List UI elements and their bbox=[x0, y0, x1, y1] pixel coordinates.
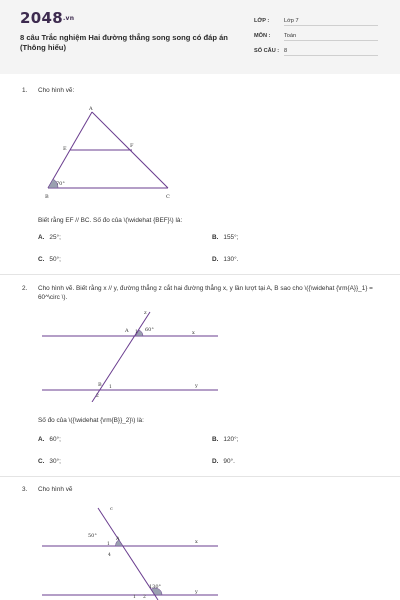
option-text: 90°. bbox=[223, 458, 235, 465]
document-header bbox=[0, 0, 400, 74]
logo-text: 2048 bbox=[20, 9, 63, 27]
option-letter: B. bbox=[212, 436, 219, 443]
question-text: Cho hình vẽ bbox=[38, 486, 73, 493]
point-a-label: A bbox=[125, 328, 129, 334]
separator bbox=[0, 274, 400, 275]
option-text: 25°; bbox=[49, 234, 61, 241]
question-prompt: Biết rằng EF // BC. Số đo của \(\widehat {BEF}\) là: bbox=[38, 217, 183, 224]
parallel-lines-figure bbox=[40, 306, 220, 402]
question-prompt: Số đo của \({\widehat {\rm{B}}_2}\) là: bbox=[38, 417, 144, 424]
option-text: 130°. bbox=[223, 256, 239, 263]
line-x-label: x bbox=[195, 539, 198, 545]
option-a[interactable] bbox=[38, 234, 61, 241]
angle-130-label: 130° bbox=[149, 584, 162, 590]
question-text: Cho hình vẽ: bbox=[38, 87, 75, 94]
meta-value: Lớp 7 bbox=[284, 18, 378, 26]
option-text: 60°; bbox=[49, 436, 61, 443]
meta-key: LỚP : bbox=[254, 18, 270, 24]
vertex-a-label: A bbox=[89, 106, 93, 112]
line-z-label: z bbox=[144, 310, 147, 316]
line-x-label: x bbox=[192, 330, 195, 336]
angle-2-b-label: 2 bbox=[96, 394, 99, 399]
question-text: Cho hình vẽ. Biết rằng x // y, đường thẳng z cắt hai đường thẳng x, y lần lượt tại A, B sao cho \({\widehat {\rm{A}}_1} = 60^\circ \). bbox=[38, 285, 373, 301]
option-letter: C. bbox=[38, 256, 45, 263]
vertex-e-label: E bbox=[63, 146, 67, 152]
transversal-figure bbox=[40, 502, 220, 600]
option-d[interactable] bbox=[212, 458, 235, 465]
meta-value: Toán bbox=[284, 33, 378, 41]
vertex-b-label: B bbox=[45, 194, 49, 200]
meta-key: SỐ CÂU : bbox=[254, 48, 280, 54]
option-letter: D. bbox=[212, 458, 219, 465]
option-text: 155°; bbox=[223, 234, 239, 241]
option-c[interactable] bbox=[38, 458, 61, 465]
vertex-f-label: F bbox=[130, 143, 134, 149]
option-letter: D. bbox=[212, 256, 219, 263]
vertex-c-label: C bbox=[166, 194, 170, 200]
option-b[interactable] bbox=[212, 436, 238, 443]
option-text: 30°; bbox=[49, 458, 61, 465]
line-y-label: y bbox=[195, 589, 198, 595]
angle-4-label: 4 bbox=[108, 553, 111, 558]
option-c[interactable] bbox=[38, 256, 61, 263]
line-c-label: c bbox=[110, 506, 113, 512]
angle-1-a-label: 1 bbox=[107, 542, 110, 547]
triangle-figure bbox=[40, 100, 180, 205]
option-text: 120°; bbox=[223, 436, 239, 443]
separator bbox=[0, 476, 400, 477]
angle-label: 70° bbox=[56, 181, 65, 187]
point-a-label: A bbox=[116, 536, 120, 542]
document-title: 8 câu Trắc nghiệm Hai đường thẳng song song có đáp án (Thông hiểu) bbox=[20, 33, 228, 52]
option-letter: B. bbox=[212, 234, 219, 241]
option-letter: A. bbox=[38, 436, 45, 443]
angle-1-a-label: 1 bbox=[135, 330, 138, 335]
logo-suffix: .vn bbox=[62, 15, 75, 22]
point-b-label: B bbox=[98, 382, 102, 388]
meta-key: MÔN : bbox=[254, 33, 271, 39]
angle-2-b-label: 2 bbox=[143, 595, 146, 600]
option-d[interactable] bbox=[212, 256, 238, 263]
angle-label: 60° bbox=[145, 327, 154, 333]
question-number: 2. bbox=[22, 285, 28, 292]
question-number: 3. bbox=[22, 486, 28, 493]
option-text: 50°; bbox=[49, 256, 61, 263]
option-a[interactable] bbox=[38, 436, 61, 443]
option-b[interactable] bbox=[212, 234, 238, 241]
meta-value: 8 bbox=[284, 48, 378, 56]
question-number: 1. bbox=[22, 87, 28, 94]
angle-1-b-label: 1 bbox=[109, 385, 112, 390]
option-letter: A. bbox=[38, 234, 45, 241]
angle-1-b-label: 1 bbox=[133, 595, 136, 600]
site-logo[interactable] bbox=[20, 9, 74, 27]
angle-50-label: 50° bbox=[88, 533, 97, 539]
option-letter: C. bbox=[38, 458, 45, 465]
line-y-label: y bbox=[195, 383, 198, 389]
